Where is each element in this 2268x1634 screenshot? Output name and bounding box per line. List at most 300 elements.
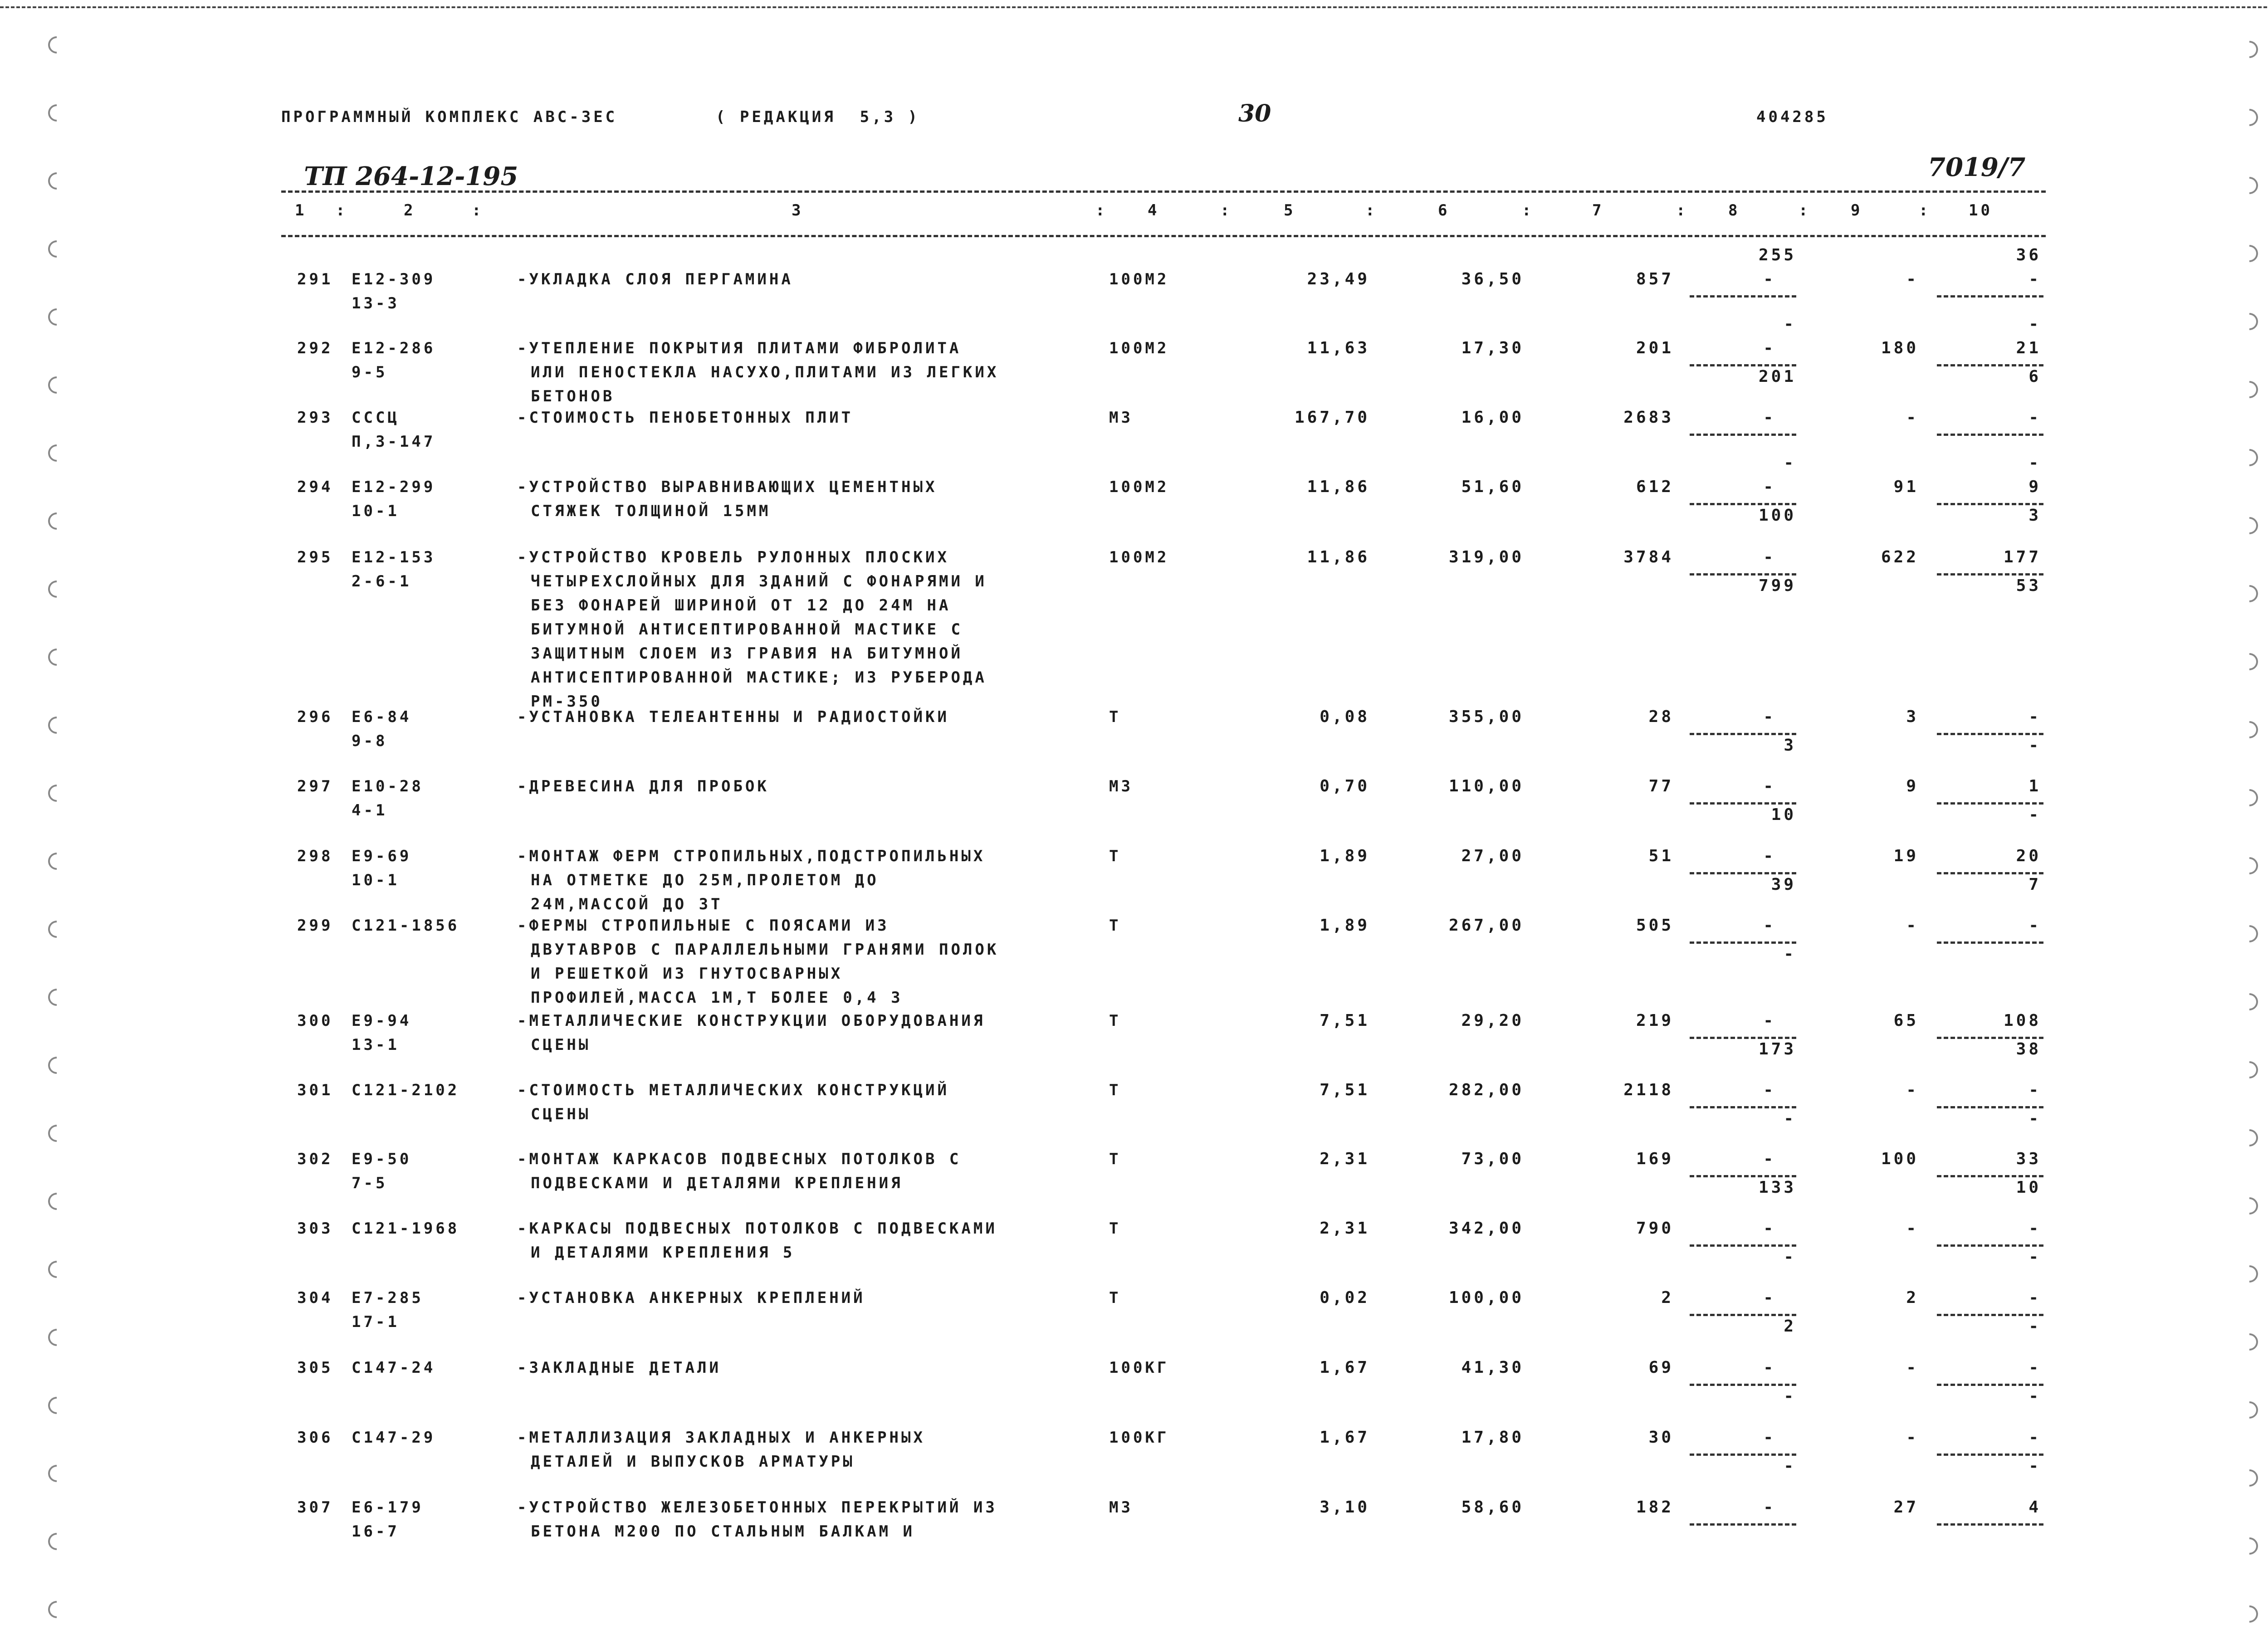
quantity: 0,70 [1320, 777, 1370, 795]
unit-of-measure: 100М2 [1109, 270, 1169, 288]
quantity: 1,67 [1320, 1428, 1370, 1447]
col8-value: - [1763, 1150, 1776, 1168]
unit-price: 267,00 [1448, 916, 1524, 935]
perforation-hole [44, 237, 69, 261]
col8-lower: - [1784, 945, 1796, 963]
total-cost: 30 [1648, 1428, 1674, 1447]
total-cost: 182 [1636, 1498, 1674, 1517]
perforation-hole [2237, 1262, 2262, 1286]
col8-value: - [1763, 339, 1776, 357]
col8-value: - [1763, 777, 1776, 795]
column-separator: : [1220, 201, 1232, 219]
col8-lower: 799 [1758, 576, 1796, 595]
row-number: 292 [297, 339, 333, 357]
norm-code: Е10-28 [352, 777, 424, 795]
column-number: 4 [1148, 201, 1160, 219]
perforation-hole [44, 1257, 69, 1282]
perforation-hole [2237, 785, 2262, 810]
perforation-hole [44, 1325, 69, 1350]
col10-value: 21 [2016, 339, 2041, 357]
total-cost: 169 [1636, 1150, 1674, 1168]
norm-code: С121-1968 [352, 1219, 460, 1238]
col10-value: 9 [2028, 478, 2041, 496]
col10-lower: 3 [2028, 506, 2041, 525]
norm-code: Е9-50 [352, 1150, 412, 1168]
col10-lower: 7 [2028, 875, 2041, 894]
row-number: 295 [297, 548, 333, 566]
col9-value: 100 [1881, 1150, 1919, 1168]
perforation-hole [2237, 854, 2262, 878]
perforation-hole [44, 781, 69, 805]
norm-code: Е12-153 [352, 548, 436, 566]
document-code: 404285 [1756, 108, 1828, 126]
total-cost: 612 [1636, 478, 1674, 496]
column-separator: : [1799, 201, 1811, 219]
sheet-code-handwritten: 7019/7 [1928, 152, 2026, 182]
col9-value: - [1906, 1081, 1919, 1099]
work-description: -УТЕПЛЕНИЕ ПОКРЫТИЯ ПЛИТАМИ ФИБРОЛИТА [517, 339, 962, 357]
unit-of-measure: М3 [1109, 409, 1133, 427]
col10-value: - [2028, 1428, 2041, 1447]
work-description: ДЕТАЛЕЙ И ВЫПУСКОВ АРМАТУРЫ [531, 1453, 855, 1471]
column-separator: : [1095, 201, 1108, 219]
col10-value: - [2028, 270, 2041, 288]
unit-of-measure: 100М2 [1109, 548, 1169, 566]
col8-divider [1690, 434, 1796, 436]
column-number: 1 [295, 201, 307, 219]
norm-code: С147-29 [352, 1429, 436, 1447]
unit-of-measure: М3 [1109, 1498, 1133, 1517]
row-number: 297 [297, 777, 333, 795]
perforation-hole [2237, 649, 2262, 674]
unit-of-measure: 100КГ [1109, 1359, 1169, 1377]
work-description: БЕТОНОВ [531, 387, 615, 405]
program-title: ПРОГРАММНЫЙ КОМПЛЕКС АВС-3ЕС [281, 108, 618, 126]
column-number: 2 [404, 201, 416, 219]
quantity: 7,51 [1320, 1081, 1370, 1099]
work-description: -МЕТАЛЛИЧЕСКИЕ КОНСТРУКЦИИ ОБОРУДОВАНИЯ [517, 1012, 986, 1030]
quantity: 7,51 [1320, 1011, 1370, 1030]
perforation-hole [2237, 1466, 2262, 1490]
perforation-hole [2237, 581, 2262, 606]
unit-of-measure: Т [1109, 708, 1121, 726]
perforation-hole [44, 441, 69, 465]
work-description: -УСТАНОВКА АНКЕРНЫХ КРЕПЛЕНИЙ [517, 1289, 865, 1307]
norm-code-sub: 17-1 [352, 1313, 400, 1331]
col10-divider [1937, 941, 2043, 944]
total-cost: 201 [1636, 339, 1674, 357]
norm-code: СССЦ [352, 409, 400, 427]
row-number: 302 [297, 1150, 333, 1168]
row-number: 303 [297, 1219, 333, 1238]
unit-of-measure: М3 [1109, 777, 1133, 795]
norm-code: Е12-286 [352, 339, 436, 357]
col10-lower: 38 [2016, 1040, 2041, 1058]
col8-lower: 100 [1758, 506, 1796, 525]
perforation-hole [2237, 513, 2262, 538]
perforation-hole [44, 985, 69, 1010]
col10-value: - [2028, 916, 2041, 935]
col10-value: - [2028, 1219, 2041, 1238]
column-number: 6 [1438, 201, 1450, 219]
unit-of-measure: 100М2 [1109, 478, 1169, 496]
norm-code: Е7-285 [352, 1289, 424, 1307]
perforation-hole [2237, 377, 2262, 402]
norm-code-sub: 2-6-1 [352, 572, 412, 590]
header-rule-bottom [281, 235, 2046, 237]
work-description: -МОНТАЖ ФЕРМ СТРОПИЛЬНЫХ,ПОДСТРОПИЛЬНЫХ [517, 847, 986, 865]
perforation-hole [44, 849, 69, 873]
quantity: 11,86 [1307, 548, 1370, 566]
work-description: ЗАЩИТНЫМ СЛОЕМ ИЗ ГРАВИЯ НА БИТУМНОЙ [531, 644, 963, 663]
col10-value: 33 [2016, 1150, 2041, 1168]
work-description: НА ОТМЕТКЕ ДО 25М,ПРОЛЕТОМ ДО [531, 871, 879, 889]
col10-upper: - [2028, 315, 2041, 333]
perforation-hole [2237, 105, 2262, 130]
quantity: 11,63 [1307, 339, 1370, 357]
column-number: 10 [1969, 201, 1993, 219]
col8-upper: - [1784, 315, 1796, 333]
norm-code: Е6-179 [352, 1498, 424, 1517]
unit-price: 100,00 [1448, 1288, 1524, 1307]
col10-lower: - [2028, 1109, 2041, 1128]
total-cost: 2118 [1623, 1081, 1674, 1099]
work-description: ДВУТАВРОВ С ПАРАЛЛЕЛЬНЫМИ ГРАНЯМИ ПОЛОК [531, 941, 999, 959]
perforation-hole [44, 509, 69, 533]
col10-divider [1937, 1523, 2043, 1526]
perforation-hole [2237, 309, 2262, 334]
col10-value: - [2028, 1081, 2041, 1099]
col8-value: - [1763, 1358, 1776, 1377]
col8-lower: 39 [1771, 875, 1796, 894]
col8-lower: 201 [1758, 367, 1796, 386]
norm-code: С147-24 [352, 1359, 436, 1377]
perforation-hole [44, 1053, 69, 1078]
col10-lower: - [2028, 1317, 2041, 1336]
unit-price: 319,00 [1448, 548, 1524, 566]
col10-lower: 6 [2028, 367, 2041, 386]
norm-code-sub: 9-8 [352, 732, 388, 750]
col10-divider [1937, 295, 2043, 298]
unit-of-measure: Т [1109, 1289, 1121, 1307]
total-cost: 3784 [1623, 548, 1674, 566]
col8-value: - [1763, 548, 1776, 566]
col9-value: 91 [1893, 478, 1919, 496]
col8-lower: 3 [1784, 736, 1796, 755]
quantity: 0,02 [1320, 1288, 1370, 1307]
unit-price: 282,00 [1448, 1081, 1524, 1099]
work-description: ПРОФИЛЕЙ,МАССА 1М,Т БОЛЕЕ 0,4 3 [531, 989, 903, 1007]
work-description: СЦЕНЫ [531, 1105, 591, 1123]
col8-lower: - [1784, 1387, 1796, 1405]
work-description: ПОДВЕСКАМИ И ДЕТАЛЯМИ КРЕПЛЕНИЯ [531, 1174, 903, 1192]
total-cost: 28 [1648, 707, 1674, 726]
col8-value: - [1763, 478, 1776, 496]
perforation-hole [44, 1393, 69, 1418]
row-number: 294 [297, 478, 333, 496]
norm-code-sub: 7-5 [352, 1174, 388, 1192]
unit-of-measure: 100КГ [1109, 1429, 1169, 1447]
work-description: БИТУМНОЙ АНТИСЕПТИРОВАННОЙ МАСТИКЕ С [531, 620, 963, 639]
perforation-hole [44, 33, 69, 57]
column-number: 3 [792, 201, 804, 219]
column-separator: : [1365, 201, 1378, 219]
norm-code-sub: 13-3 [352, 294, 400, 312]
norm-code: Е6-84 [352, 708, 412, 726]
norm-code: С121-2102 [352, 1081, 460, 1099]
edition-label: ( РЕДАКЦИЯ 5,3 ) [716, 108, 920, 126]
work-description: -УСТРОЙСТВО ВЫРАВНИВАЮЩИХ ЦЕМЕНТНЫХ [517, 478, 938, 496]
row-number: 305 [297, 1359, 333, 1377]
perforation-hole [44, 645, 69, 669]
col10-lower: - [2028, 736, 2041, 755]
column-separator: : [1919, 201, 1931, 219]
total-cost: 790 [1636, 1219, 1674, 1238]
work-description: РМ-350 [531, 693, 603, 711]
unit-price: 51,60 [1461, 478, 1524, 496]
work-description: -МЕТАЛЛИЗАЦИЯ ЗАКЛАДНЫХ И АНКЕРНЫХ [517, 1429, 925, 1447]
norm-code: С121-1856 [352, 917, 460, 935]
perforation-hole [2237, 922, 2262, 946]
column-separator: : [472, 201, 484, 219]
work-description: -КАРКАСЫ ПОДВЕСНЫХ ПОТОЛКОВ С ПОДВЕСКАМИ [517, 1219, 997, 1238]
unit-of-measure: Т [1109, 1081, 1121, 1099]
norm-code: Е9-94 [352, 1012, 412, 1030]
work-description: И ДЕТАЛЯМИ КРЕПЛЕНИЯ 5 [531, 1244, 795, 1262]
work-description: АНТИСЕПТИРОВАННОЙ МАСТИКЕ; ИЗ РУБЕРОДА [531, 668, 987, 687]
unit-of-measure: Т [1109, 847, 1121, 865]
work-description: -СТОИМОСТЬ ПЕНОБЕТОННЫХ ПЛИТ [517, 409, 854, 427]
perforation-hole [44, 1121, 69, 1146]
perforation-hole [44, 1597, 69, 1622]
column-separator: : [1676, 201, 1688, 219]
work-description: СЦЕНЫ [531, 1036, 591, 1054]
col10-value: - [2028, 707, 2041, 726]
header-rule-top [281, 190, 2046, 193]
unit-price: 36,50 [1461, 270, 1524, 288]
work-description: СТЯЖЕК ТОЛЩИНОЙ 15ММ [531, 502, 771, 520]
row-number: 304 [297, 1289, 333, 1307]
col10-lower: - [2028, 805, 2041, 824]
total-cost: 219 [1636, 1011, 1674, 1030]
col8-lower: - [1784, 1457, 1796, 1475]
norm-code-sub: П,3-147 [352, 433, 436, 451]
col9-value: - [1906, 1219, 1919, 1238]
quantity: 0,08 [1320, 707, 1370, 726]
norm-code: Е9-69 [352, 847, 412, 865]
unit-price: 16,00 [1461, 408, 1524, 427]
row-number: 296 [297, 708, 333, 726]
work-description: -УКЛАДКА СЛОЯ ПЕРГАМИНА [517, 270, 793, 288]
work-description: -ФЕРМЫ СТРОПИЛЬНЫЕ С ПОЯСАМИ ИЗ [517, 917, 890, 935]
col10-lower: - [2028, 1457, 2041, 1475]
col8-value: - [1763, 408, 1776, 427]
norm-code: Е12-309 [352, 270, 436, 288]
norm-code: Е12-299 [352, 478, 436, 496]
col8-value: - [1763, 1081, 1776, 1099]
col10-value: 1 [2028, 777, 2041, 795]
unit-price: 27,00 [1461, 847, 1524, 865]
total-cost: 505 [1636, 916, 1674, 935]
column-separator: : [1522, 201, 1534, 219]
col8-value: - [1763, 847, 1776, 865]
col8-lower: 2 [1784, 1317, 1796, 1336]
work-description: БЕЗ ФОНАРЕЙ ШИРИНОЙ ОТ 12 ДО 24М НА [531, 596, 951, 615]
perforation-hole [2237, 990, 2262, 1014]
perforation-hole [44, 373, 69, 397]
row-number: 298 [297, 847, 333, 865]
col8-lower: - [1784, 1248, 1796, 1266]
quantity: 11,86 [1307, 478, 1370, 496]
norm-code-sub: 13-1 [352, 1036, 400, 1054]
col9-value: - [1906, 1358, 1919, 1377]
norm-code-sub: 16-7 [352, 1522, 400, 1541]
total-cost: 2 [1661, 1288, 1674, 1307]
work-description: -МОНТАЖ КАРКАСОВ ПОДВЕСНЫХ ПОТОЛКОВ С [517, 1150, 962, 1168]
norm-code-sub: 9-5 [352, 363, 388, 381]
column-number: 9 [1851, 201, 1863, 219]
unit-price: 41,30 [1461, 1358, 1524, 1377]
col10-value: 177 [2003, 548, 2041, 566]
perforation-hole [2237, 1330, 2262, 1354]
work-description: И РЕШЕТКОЙ ИЗ ГНУТОСВАРНЫХ [531, 965, 843, 983]
unit-price: 110,00 [1448, 777, 1524, 795]
norm-code-sub: 10-1 [352, 502, 400, 520]
perforation-hole [2237, 445, 2262, 470]
work-description: 24М,МАССОЙ ДО 3Т [531, 895, 723, 913]
col10-value: - [2028, 1288, 2041, 1307]
unit-of-measure: Т [1109, 1150, 1121, 1168]
work-description: -УСТРОЙСТВО ЖЕЛЕЗОБЕТОННЫХ ПЕРЕКРЫТИЙ ИЗ [517, 1498, 997, 1517]
unit-price: 342,00 [1448, 1219, 1524, 1238]
perforation-hole [44, 713, 69, 737]
perforation-hole [2237, 1534, 2262, 1558]
perforation-hole [2237, 1194, 2262, 1218]
col8-divider [1690, 1523, 1796, 1526]
perforation-hole [2237, 173, 2262, 198]
unit-price: 355,00 [1448, 707, 1524, 726]
col8-lower: 173 [1758, 1040, 1796, 1058]
col10-upper: - [2028, 454, 2041, 472]
col9-value: - [1906, 408, 1919, 427]
unit-of-measure: Т [1109, 1012, 1121, 1030]
col9-value: - [1906, 270, 1919, 288]
perforation-hole [2237, 37, 2262, 62]
col8-upper: 255 [1758, 246, 1796, 264]
col8-value: - [1763, 916, 1776, 935]
col8-value: - [1763, 270, 1776, 288]
col9-value: 622 [1881, 548, 1919, 566]
unit-price: 73,00 [1461, 1150, 1524, 1168]
perforation-hole [44, 169, 69, 193]
work-description: -ДРЕВЕСИНА ДЛЯ ПРОБОК [517, 777, 769, 795]
work-description: ИЛИ ПЕНОСТЕКЛА НАСУХО,ПЛИТАМИ ИЗ ЛЕГКИХ [531, 363, 999, 381]
col10-value: 108 [2003, 1011, 2041, 1030]
col8-divider [1690, 295, 1796, 298]
col10-value: - [2028, 408, 2041, 427]
page-number: 30 [1238, 100, 1271, 127]
quantity: 167,70 [1294, 408, 1370, 427]
col8-value: - [1763, 707, 1776, 726]
col10-lower: 10 [2016, 1178, 2041, 1197]
row-number: 307 [297, 1498, 333, 1517]
row-number: 293 [297, 409, 333, 427]
col9-value: - [1906, 1428, 1919, 1447]
project-code-handwritten: ТП 264-12-195 [304, 161, 518, 191]
total-cost: 857 [1636, 270, 1674, 288]
quantity: 1,89 [1320, 916, 1370, 935]
col10-value: 20 [2016, 847, 2041, 865]
col10-upper: 36 [2016, 246, 2041, 264]
perforation-hole [2237, 717, 2262, 742]
quantity: 2,31 [1320, 1150, 1370, 1168]
unit-price: 29,20 [1461, 1011, 1524, 1030]
col8-value: - [1763, 1288, 1776, 1307]
perforation-hole [44, 917, 69, 941]
quantity: 1,67 [1320, 1358, 1370, 1377]
col8-value: - [1763, 1428, 1776, 1447]
total-cost: 51 [1648, 847, 1674, 865]
col9-value: 19 [1893, 847, 1919, 865]
work-description: ЧЕТЫРЕХСЛОЙНЫХ ДЛЯ ЗДАНИЙ С ФОНАРЯМИ И [531, 572, 987, 590]
row-number: 300 [297, 1012, 333, 1030]
col9-value: - [1906, 916, 1919, 935]
row-number: 301 [297, 1081, 333, 1099]
perforation-hole [2237, 1058, 2262, 1082]
col9-value: 27 [1893, 1498, 1919, 1517]
col8-value: - [1763, 1219, 1776, 1238]
perforation-hole [2237, 1398, 2262, 1422]
work-description: -ЗАКЛАДНЫЕ ДЕТАЛИ [517, 1359, 721, 1377]
norm-code-sub: 4-1 [352, 801, 388, 819]
quantity: 1,89 [1320, 847, 1370, 865]
row-number: 291 [297, 270, 333, 288]
total-cost: 77 [1648, 777, 1674, 795]
col8-upper: - [1784, 454, 1796, 472]
work-description: -УСТРОЙСТВО КРОВЕЛЬ РУЛОННЫХ ПЛОСКИХ [517, 548, 949, 566]
perforation-hole [44, 305, 69, 329]
unit-of-measure: Т [1109, 1219, 1121, 1238]
col8-value: - [1763, 1011, 1776, 1030]
total-cost: 69 [1648, 1358, 1674, 1377]
unit-of-measure: 100М2 [1109, 339, 1169, 357]
perforation-hole [44, 577, 69, 601]
work-description: -УСТАНОВКА ТЕЛЕАНТЕННЫ И РАДИОСТОЙКИ [517, 708, 949, 726]
col10-lower: 53 [2016, 576, 2041, 595]
perforation-hole [44, 1189, 69, 1214]
quantity: 23,49 [1307, 270, 1370, 288]
perforation-hole [44, 1529, 69, 1554]
row-number: 299 [297, 917, 333, 935]
col10-value: 4 [2028, 1498, 2041, 1517]
row-number: 306 [297, 1429, 333, 1447]
work-description: БЕТОНА М200 ПО СТАЛЬНЫМ БАЛКАМ И [531, 1522, 915, 1541]
work-description: -СТОИМОСТЬ МЕТАЛЛИЧЕСКИХ КОНСТРУКЦИЙ [517, 1081, 949, 1099]
col9-value: 65 [1893, 1011, 1919, 1030]
col8-value: - [1763, 1498, 1776, 1517]
col9-value: 9 [1906, 777, 1919, 795]
unit-of-measure: Т [1109, 917, 1121, 935]
col10-lower: - [2028, 1248, 2041, 1266]
col8-lower: 133 [1758, 1178, 1796, 1197]
total-cost: 2683 [1623, 408, 1674, 427]
perforation-hole [2237, 241, 2262, 266]
col10-value: - [2028, 1358, 2041, 1377]
unit-price: 17,80 [1461, 1428, 1524, 1447]
unit-price: 58,60 [1461, 1498, 1524, 1517]
column-number: 8 [1728, 201, 1740, 219]
column-number: 7 [1592, 201, 1604, 219]
